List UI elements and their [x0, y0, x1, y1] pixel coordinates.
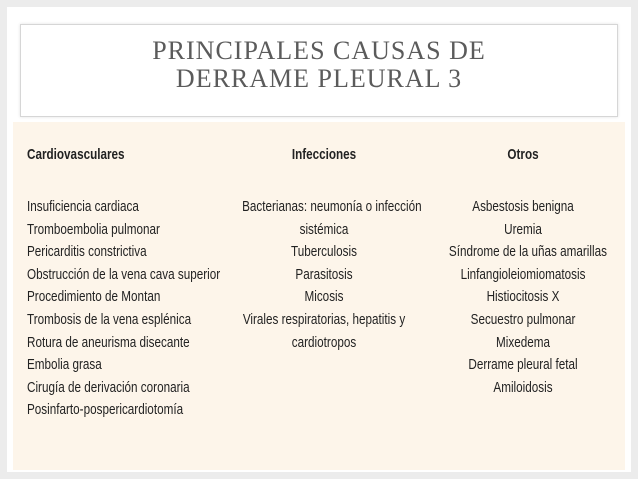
- list-item: Trombosis de la vena esplénica: [27, 310, 192, 328]
- slide-title-line-2: DERRAME PLEURAL 3: [175, 64, 463, 93]
- list-item: Rotura de aneurisma disecante: [27, 333, 190, 351]
- list-item: Posinfarto-pospericardiotomía: [27, 401, 184, 419]
- column-header: Cardiovasculares: [27, 146, 125, 163]
- list-item: Amiloidosis: [493, 378, 553, 396]
- list-item: Obstrucción de la vena cava superior: [27, 265, 221, 283]
- list-item: Pericarditis constrictiva: [27, 243, 147, 261]
- list-item: Micosis: [304, 288, 344, 306]
- list-item: Bacterianas: neumonía o infección: [242, 198, 422, 215]
- list-item: Virales respiratorias, hepatitis y: [242, 310, 406, 328]
- slide: [7, 7, 631, 472]
- list-item: Histiocitosis X: [486, 288, 560, 306]
- causes-table: [13, 122, 625, 470]
- list-item: Síndrome de la uñas amarillas: [448, 243, 607, 261]
- column-infecciones: [219, 144, 429, 354]
- list-item: Insuficiencia cardiaca: [27, 198, 139, 215]
- list-item: Derrame pleural fetal: [468, 356, 578, 374]
- list-item: Cirugía de derivación coronaria: [27, 378, 190, 396]
- column-otros: [428, 144, 618, 399]
- list-item: cardiotropos: [291, 333, 357, 351]
- list-item: sistémica: [299, 220, 349, 238]
- column-header: Infecciones: [291, 146, 357, 163]
- list-item: Parasitosis: [295, 265, 353, 283]
- slide-title-line-1: PRINCIPALES CAUSAS DE: [152, 36, 486, 65]
- list-item: Tromboembolia pulmonar: [27, 220, 160, 238]
- list-item: Secuestro pulmonar: [470, 310, 576, 328]
- title-box: [20, 24, 618, 117]
- list-item: Uremia: [504, 220, 542, 238]
- list-item: Asbestosis benigna: [472, 198, 574, 215]
- column-header: Otros: [507, 146, 539, 163]
- list-item: Procedimiento de Montan: [27, 288, 161, 306]
- list-item: Mixedema: [496, 333, 550, 351]
- list-item: Linfangioleiomiomatosis: [460, 265, 586, 283]
- list-item: Embolia grasa: [27, 356, 102, 374]
- list-item: Tuberculosis: [291, 243, 357, 261]
